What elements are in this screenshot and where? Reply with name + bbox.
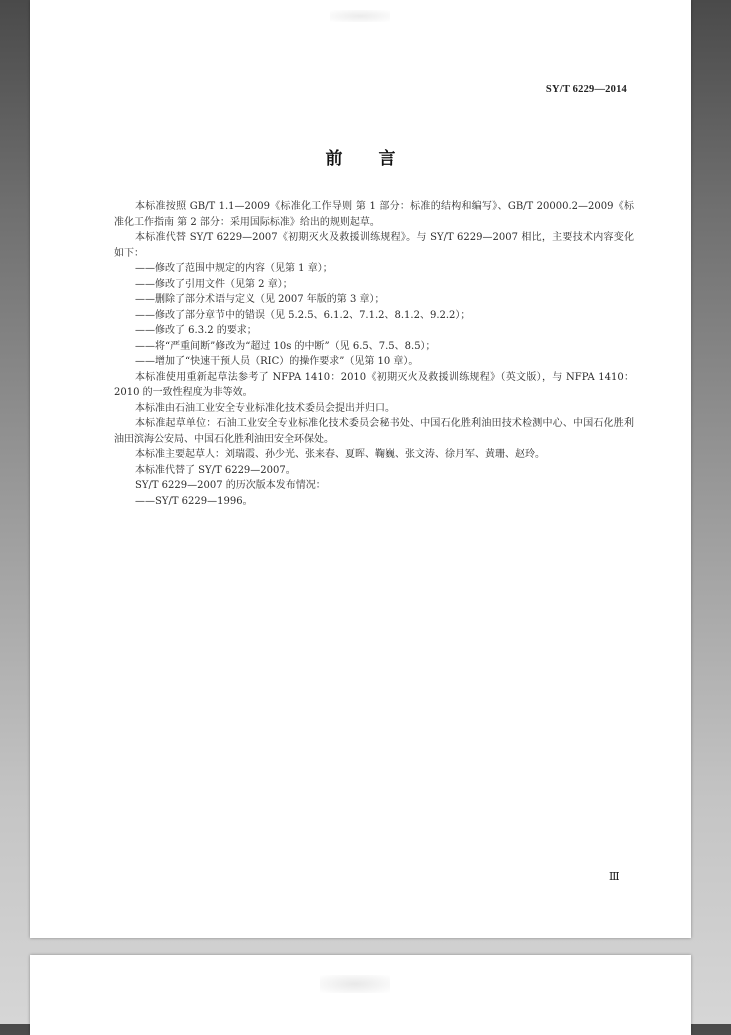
paragraph: 本标准代替 SY/T 6229—2007《初期灭火及救援训练规程》。与 SY/T 6229—2007 相比，主要技术内容变化如下：	[114, 232, 634, 259]
paragraph: 本标准主要起草人：刘瑞霞、孙少光、张来春、夏晖、鞠巍、张文涛、徐月军、黄珊、赵玲。	[135, 449, 545, 460]
list-item: ——修改了引用文件（见第 2 章）；	[135, 278, 293, 290]
paragraph: 本标准按照 GB/T 1.1—2009《标准化工作导则 第 1 部分：标准的结构和编写》、GB/T 20000.2—2009《标准化工作指南 第 2 部分：采用国际标准》给出的规则起草。	[114, 201, 634, 228]
list-item: ——修改了范围中规定的内容（见第 1 章）；	[135, 263, 333, 274]
list-item: ——将“严重间断”修改为“超过 10s 的中断”（见 6.5、7.5、8.5）；	[135, 340, 436, 352]
scan-artifact	[330, 10, 390, 22]
document-page	[30, 0, 691, 938]
list-item: ——增加了“快速干预人员（RIC）的操作要求”（见第 10 章）。	[135, 356, 419, 367]
page-number: Ⅲ	[609, 870, 620, 883]
paragraph: SY/T 6229—2007 的历次版本发布情况：	[135, 480, 326, 491]
standard-code: SY/T 6229—2014	[545, 84, 627, 95]
list-item: ——修改了部分章节中的错误（见 5.2.5、6.1.2、7.1.2、8.1.2、9.2.2）；	[135, 309, 471, 321]
paragraph: 本标准代替了 SY/T 6229—2007。	[135, 464, 296, 476]
paragraph: 本标准使用重新起草法参考了 NFPA 1410：2010《初期灭火及救援训练规程》（英文版），与 NFPA 1410：2010 的一致性程度为非等效。	[114, 371, 634, 398]
list-item: ——修改了 6.3.2 的要求；	[135, 325, 257, 336]
foreword-body	[114, 199, 634, 509]
list-item: ——SY/T 6229—1996。	[135, 495, 253, 507]
paragraph: 本标准起草单位：石油工业安全专业标准化技术委员会秘书处、中国石化胜利油田技术检测中心、中国石化胜利油田滨海公安局、中国石化胜利油田安全环保处。	[114, 418, 634, 445]
next-document-page	[30, 955, 691, 1035]
paragraph: 本标准由石油工业安全专业标准化技术委员会提出并归口。	[135, 402, 395, 414]
list-item: ——删除了部分术语与定义（见 2007 年版的第 3 章）；	[135, 294, 385, 305]
scan-artifact	[320, 975, 390, 993]
page-heading: 前言	[325, 149, 432, 169]
